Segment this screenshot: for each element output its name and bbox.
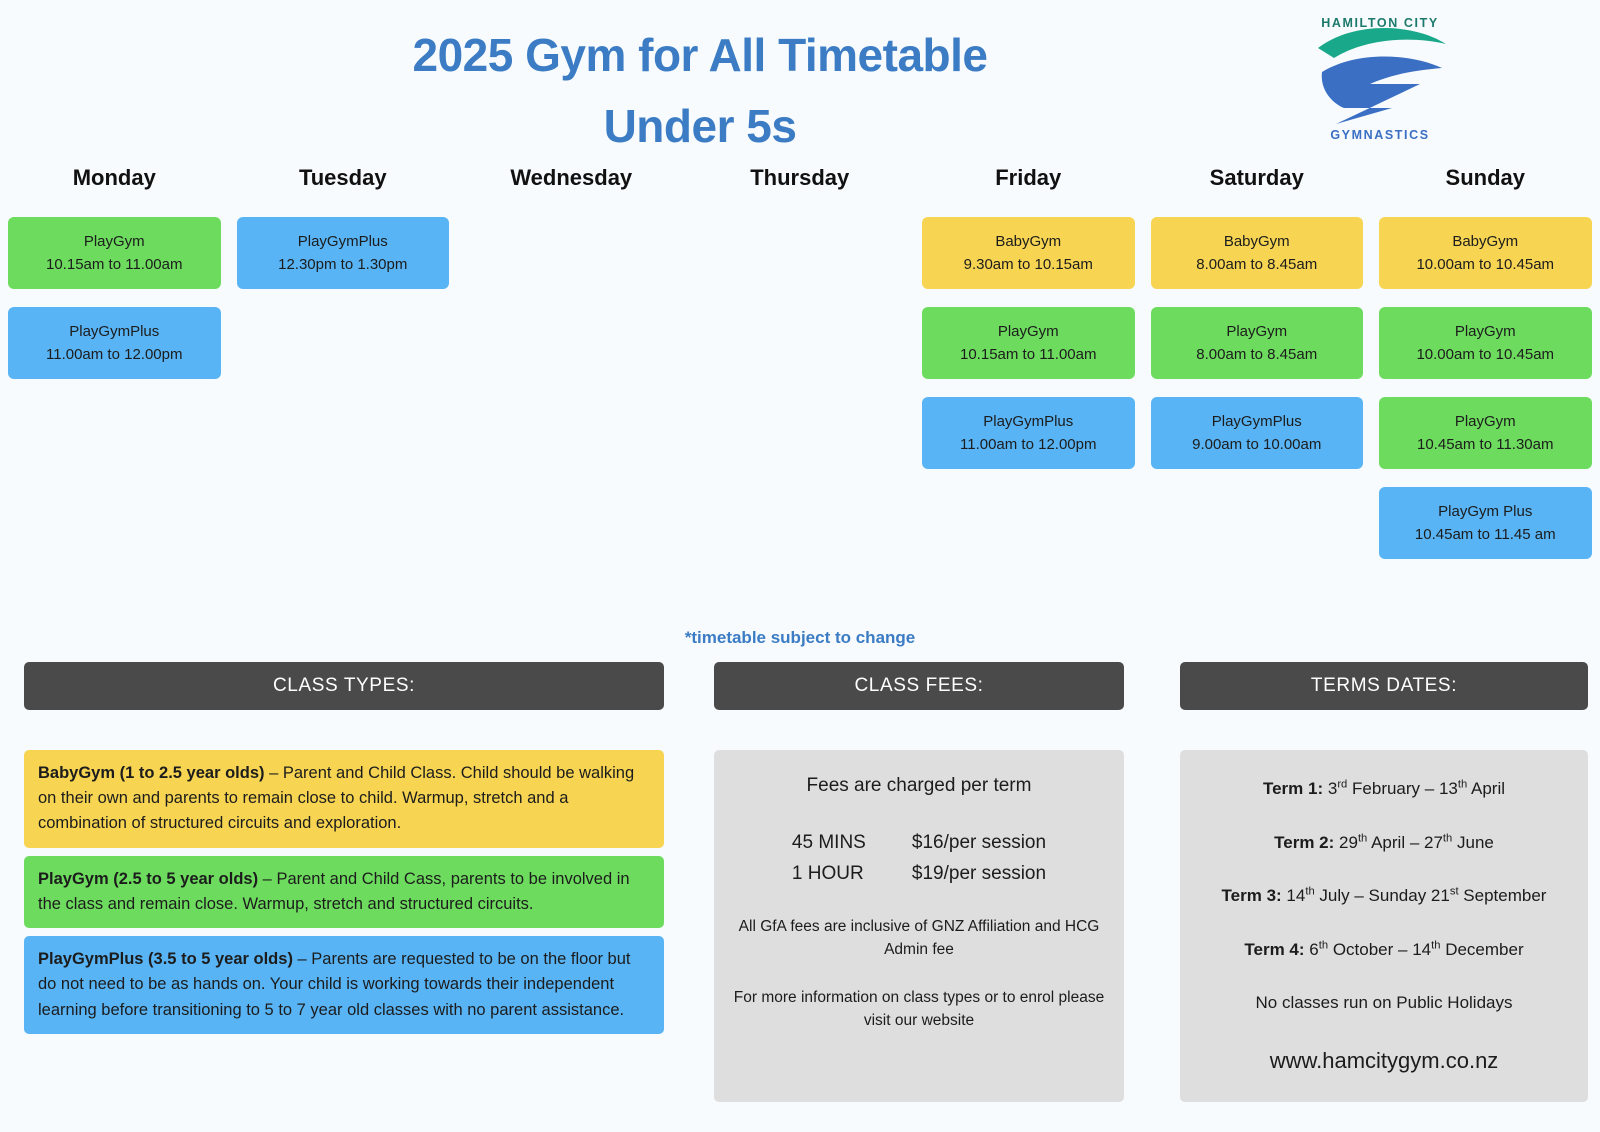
class-name: PlayGymPlus [69, 322, 160, 340]
class-card[interactable] [1379, 487, 1592, 559]
day-column-saturday [1143, 165, 1372, 577]
day-column-wednesday [457, 165, 686, 577]
class-fees-panel [714, 662, 1124, 1102]
fees-note-website: For more information on class types or to enrol please visit our website [733, 988, 1105, 1029]
day-header: Sunday [1445, 165, 1525, 190]
class-time: 8.00am to 8.45am [1196, 256, 1318, 273]
class-card[interactable] [922, 397, 1135, 469]
fees-lead-text: Fees are charged per term [806, 775, 1032, 796]
class-time: 11.00am to 12.00pm [46, 346, 183, 363]
class-fees-box [714, 750, 1124, 1102]
day-column-friday [914, 165, 1143, 577]
day-header: Wednesday [510, 165, 633, 190]
term-date-range: 14th July – Sunday 21st September [1281, 885, 1547, 905]
info-panels [0, 662, 1600, 1132]
day-column-monday [0, 165, 229, 577]
class-time: 9.00am to 10.00am [1192, 436, 1322, 453]
logo-top-text: HAMILTON CITY [1321, 16, 1439, 30]
term-date-range: 29th April – 27th June [1334, 831, 1494, 852]
term-dates-heading: TERMS DATES: [1180, 662, 1588, 710]
class-type-description: – Parent and Child Cass, parents to be involved in the class and remain close. Warmup, stretch and structured circuits. [38, 869, 630, 913]
class-name: PlayGym [83, 232, 145, 250]
page-title-line1: 2025 Gym for All Timetable [412, 29, 988, 81]
term-dates-body [1180, 750, 1588, 1102]
class-card[interactable] [1151, 307, 1364, 379]
page-title-line2: Under 5s [603, 100, 797, 153]
timetable-subject-to-change-note: *timetable subject to change [684, 628, 916, 647]
class-name: PlayGym [997, 322, 1059, 340]
fee-price: $16/per session [911, 831, 1047, 853]
page-header [0, 0, 1600, 160]
term-label: Term 4: [1244, 939, 1305, 959]
class-time: 11.00am to 12.00pm [960, 436, 1097, 453]
class-name: BabyGym [1452, 232, 1519, 250]
class-card[interactable] [1379, 397, 1592, 469]
day-column-thursday [686, 165, 915, 577]
term-date-item [1198, 830, 1570, 856]
hamilton-city-gymnastics-logo [1300, 10, 1460, 150]
term-date-range: 3rd February – 13th April [1323, 778, 1506, 798]
day-header: Tuesday [298, 165, 387, 190]
fee-row [792, 858, 1046, 889]
term-dates-list [1198, 776, 1570, 962]
class-types-panel [24, 662, 664, 1042]
class-type-title: PlayGymPlus (3.5 to 5 year olds) [38, 950, 293, 969]
class-name: BabyGym [995, 232, 1062, 250]
class-name: PlayGym [1454, 322, 1516, 340]
class-card[interactable] [237, 217, 450, 289]
class-type-title: BabyGym (1 to 2.5 year olds) [38, 764, 265, 782]
term-date-item [1198, 776, 1570, 802]
term-date-item [1198, 883, 1570, 909]
class-fees-heading: CLASS FEES: [714, 662, 1124, 710]
class-time: 10.00am to 10.45am [1416, 346, 1555, 363]
day-header: Thursday [750, 165, 850, 190]
class-name: PlayGym Plus [1438, 502, 1533, 520]
fee-duration: 45 MINS [791, 831, 866, 853]
class-name: PlayGymPlus [983, 412, 1074, 430]
weekly-timetable-grid [0, 165, 1600, 577]
class-card[interactable] [8, 217, 221, 289]
term-dates-panel [1180, 662, 1588, 1102]
term-date-range: 6th October – 14th December [1304, 938, 1524, 959]
class-time: 8.00am to 8.45am [1196, 346, 1318, 363]
class-time: 10.00am to 10.45am [1416, 256, 1555, 273]
class-time: 10.45am to 11.45 am [1414, 526, 1556, 543]
term-date-item [1198, 937, 1570, 963]
day-column-tuesday [229, 165, 458, 577]
class-time: 10.15am to 11.00am [960, 346, 1097, 363]
class-card[interactable] [922, 217, 1135, 289]
class-type-item [24, 750, 664, 848]
class-card[interactable] [1151, 217, 1364, 289]
class-time: 10.45am to 11.30am [1417, 436, 1554, 453]
day-header: Friday [995, 165, 1062, 190]
day-column-sunday [1371, 165, 1600, 577]
class-time: 10.15am to 11.00am [46, 256, 183, 273]
class-type-item [24, 856, 664, 928]
term-label: Term 1: [1262, 779, 1324, 798]
fee-duration: 1 HOUR [791, 862, 864, 884]
class-name: PlayGymPlus [1211, 412, 1302, 430]
class-type-description: – Parent and Child Class. Child should be walking on their own and parents to remain close to child. Warmup, stretch and a combination of structured circuits and exploration. [38, 764, 635, 833]
class-card[interactable] [922, 307, 1135, 379]
class-name: PlayGymPlus [297, 232, 388, 250]
class-name: BabyGym [1223, 232, 1290, 250]
class-types-list [24, 750, 664, 1034]
class-types-heading: CLASS TYPES: [24, 662, 664, 710]
day-header: Saturday [1209, 165, 1304, 190]
fee-price: $19/per session [911, 862, 1047, 884]
day-header: Monday [72, 165, 156, 190]
class-fees-body [714, 750, 1124, 1102]
term-dates-box [1180, 750, 1588, 1102]
fee-row [792, 827, 1046, 858]
class-type-title: PlayGym (2.5 to 5 year olds) [38, 869, 259, 888]
fees-note-affiliation: All GfA fees are inclusive of GNZ Affiliation and HCG Admin fee [738, 918, 1100, 959]
class-time: 9.30am to 10.15am [963, 256, 1093, 273]
class-card[interactable] [1379, 217, 1592, 289]
class-time: 12.30pm to 1.30pm [278, 256, 408, 273]
class-type-item [24, 936, 664, 1034]
term-label: Term 2: [1274, 832, 1335, 852]
class-name: PlayGym [1226, 322, 1288, 340]
fee-rows [792, 827, 1046, 890]
logo-bottom-text: GYMNASTICS [1330, 128, 1430, 142]
class-card[interactable] [8, 307, 221, 379]
class-card[interactable] [1151, 397, 1364, 469]
term-label: Term 3: [1221, 886, 1282, 905]
website-link[interactable]: www.hamcitygym.co.nz [1269, 1047, 1499, 1073]
page-title [160, 20, 1240, 163]
public-holidays-note: No classes run on Public Holidays [1255, 993, 1513, 1012]
class-type-description: – Parents are requested to be on the floor but do not need to be as hands on. Your child is working towards their independent learning before transitioning to 5 to 7 year old classes with no parent assistance. [38, 950, 631, 1019]
class-card[interactable] [1379, 307, 1592, 379]
class-name: PlayGym [1454, 412, 1516, 430]
